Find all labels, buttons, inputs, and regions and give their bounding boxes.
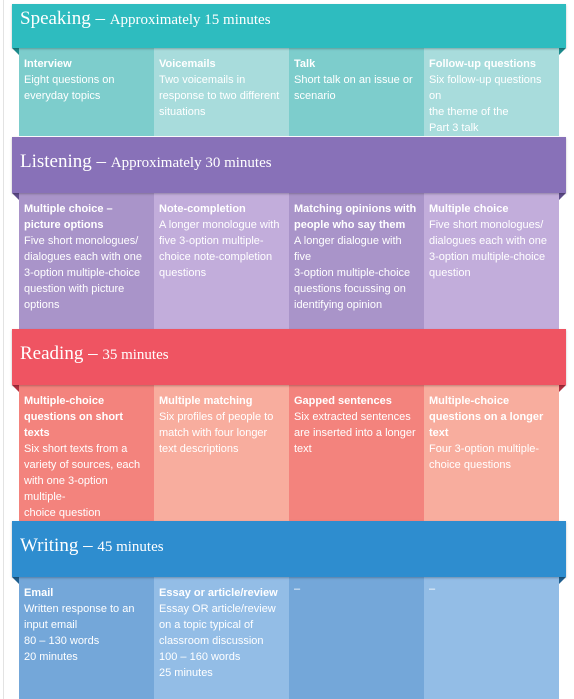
banner-fold-right bbox=[559, 577, 566, 584]
banner-fold-right bbox=[559, 385, 566, 392]
task-title: Multiple choice – picture options bbox=[24, 203, 113, 231]
section-duration: 45 minutes bbox=[97, 539, 164, 555]
task-description: Five short monologues/ dialogues each with one 3-option multiple-choice question with picture options bbox=[24, 235, 143, 311]
task-description: – bbox=[429, 583, 436, 595]
section-duration: Approximately 15 minutes bbox=[109, 12, 271, 28]
task-description: Two voicemails in response to two different situations bbox=[159, 74, 280, 118]
section-title: Writing bbox=[20, 535, 79, 556]
reading-tasks-row bbox=[19, 385, 559, 521]
listening-tasks-row bbox=[19, 193, 559, 329]
banner-fold-left bbox=[12, 385, 19, 392]
banner-fold-left bbox=[12, 577, 19, 584]
task-cell bbox=[289, 385, 424, 521]
speaking-section bbox=[0, 4, 574, 140]
section-duration: 35 minutes bbox=[102, 347, 169, 363]
writing-banner bbox=[12, 521, 566, 577]
task-description: Five short monologues/ dialogues each with one 3-option multiple-choice question bbox=[429, 219, 548, 279]
banner-fold-right bbox=[559, 48, 566, 55]
speaking-tasks-row bbox=[19, 48, 559, 136]
task-cell bbox=[424, 385, 559, 521]
section-duration: Approximately 30 minutes bbox=[110, 155, 272, 171]
task-title: Multiple-choice questions on a longer text bbox=[429, 395, 544, 439]
section-title: Listening bbox=[20, 151, 92, 172]
task-description: Six extracted sentences are inserted into a longer text bbox=[294, 411, 416, 455]
task-title: Gapped sentences bbox=[294, 395, 392, 407]
reading-section bbox=[0, 329, 574, 521]
task-title: Multiple matching bbox=[159, 395, 253, 407]
task-title: Talk bbox=[294, 58, 316, 70]
task-description: Essay OR article/review on a topic typical of classroom discussion 100 – 160 words 25 minutes bbox=[159, 603, 276, 679]
task-description: Eight questions on everyday topics bbox=[24, 74, 115, 102]
writing-tasks-row bbox=[19, 577, 559, 699]
title-separator: – bbox=[91, 151, 111, 172]
task-description: A longer monologue with five 3-option multiple- choice note-completion questions bbox=[159, 219, 280, 279]
task-cell bbox=[19, 193, 154, 329]
task-cell bbox=[19, 48, 154, 136]
task-description: Written response to an input email 80 – 130 words 20 minutes bbox=[24, 603, 135, 663]
task-title: Matching opinions with people who say them bbox=[294, 203, 417, 231]
task-description: Six follow-up questions on the theme of the Part 3 talk bbox=[429, 74, 542, 134]
reading-banner bbox=[12, 329, 566, 385]
speaking-banner bbox=[12, 4, 566, 48]
task-cell bbox=[424, 193, 559, 329]
task-cell bbox=[154, 577, 289, 699]
banner-fold-left bbox=[12, 193, 19, 200]
task-title: Multiple-choice questions on short texts bbox=[24, 395, 123, 439]
task-cell bbox=[289, 48, 424, 136]
listening-banner bbox=[12, 137, 566, 193]
task-cell bbox=[289, 577, 424, 699]
title-separator: – bbox=[90, 8, 110, 29]
title-separator: – bbox=[83, 343, 103, 364]
task-title: Essay or article/review bbox=[159, 587, 278, 599]
task-title: Follow-up questions bbox=[429, 58, 536, 70]
task-description: – bbox=[294, 583, 301, 595]
section-title: Reading bbox=[20, 343, 84, 364]
task-description: Four 3-option multiple- choice questions bbox=[429, 443, 540, 471]
task-title: Interview bbox=[24, 58, 72, 70]
task-cell bbox=[424, 577, 559, 699]
task-title: Voicemails bbox=[159, 58, 216, 70]
task-cell bbox=[289, 193, 424, 329]
task-title: Multiple choice bbox=[429, 203, 509, 215]
banner-fold-left bbox=[12, 48, 19, 55]
task-cell bbox=[154, 385, 289, 521]
task-title: Note-completion bbox=[159, 203, 246, 215]
task-title: Email bbox=[24, 587, 54, 599]
task-cell bbox=[424, 48, 559, 136]
task-description: A longer dialogue with five 3-option multiple-choice questions focussing on identifying opinion bbox=[294, 235, 411, 311]
listening-section bbox=[0, 137, 574, 329]
task-cell bbox=[154, 48, 289, 136]
section-title: Speaking bbox=[20, 8, 91, 29]
task-description: Six profiles of people to match with four longer text descriptions bbox=[159, 411, 274, 455]
task-description: Six short texts from a variety of sources, each with one 3-option multiple- choice question bbox=[24, 443, 141, 519]
writing-section bbox=[0, 521, 574, 699]
task-cell bbox=[19, 385, 154, 521]
task-cell bbox=[154, 193, 289, 329]
banner-fold-right bbox=[559, 193, 566, 200]
task-description: Short talk on an issue or scenario bbox=[294, 74, 413, 102]
task-cell bbox=[19, 577, 154, 699]
title-separator: – bbox=[78, 535, 98, 556]
